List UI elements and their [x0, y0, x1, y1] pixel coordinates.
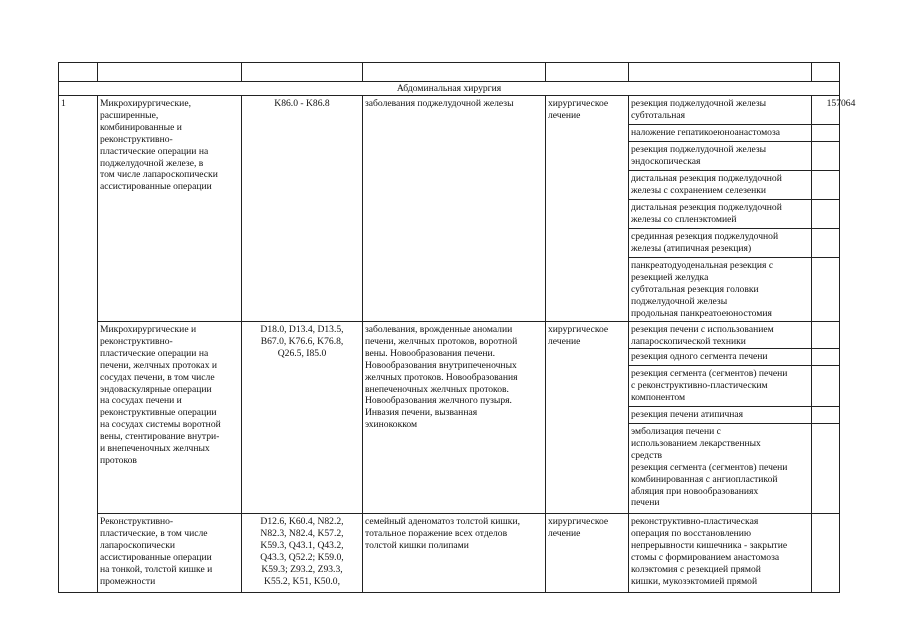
- disease-model: заболевания, врожденные аномалии печени, желчных протоков, воротной вены. Новообразования печени. Новообразования внутрипеченочных желчных протоков. Новообразования внепеченочных желчных протоков. Новообразования желчного пузыря. Инвазия печени, вызванная эхинококком: [365, 324, 518, 431]
- treatment-method: резекция одного сегмента печени: [631, 351, 768, 362]
- treatment-type: хирургическое лечение: [548, 324, 609, 347]
- method-separator: [628, 170, 840, 171]
- column-divider: [362, 62, 363, 81]
- treatment-type: хирургическое лечение: [548, 98, 609, 121]
- column-divider: [628, 95, 629, 592]
- column-divider: [811, 62, 812, 81]
- treatment-method: реконструктивно-пластическая операция по восстановлению непрерывности кишечника - закрытие стомы с формированием анастомоза колэктомия с резекцией прямой кишки, мукозэктомией прямой: [631, 516, 788, 587]
- treatment-method: резекция печени с использованием лапароскопической техники: [631, 324, 774, 347]
- treatment-method: панкреатодуоденальная резекция с резекцией желудка субтотальная резекция головки поджелудочной железы продольная панкреатоеюностомия: [631, 260, 774, 319]
- method-separator: [628, 423, 840, 424]
- treatment-method: наложение гепатикоеюноанастомоза: [631, 127, 780, 138]
- header-row-border: [58, 81, 840, 82]
- icd-codes: K86.0 - K86.8: [274, 98, 330, 109]
- intervention-name: Реконструктивно- пластические, в том числе лапароскопически ассистированные операции на тонкой, толстой кишке и промежности: [100, 516, 213, 587]
- column-divider: [628, 62, 629, 81]
- method-separator: [628, 406, 840, 407]
- intervention-name: Микрохирургические и реконструктивно- пластические операции на печени, желчных протоках и сосудах печени, в том числе эндоваскулярные операции на сосудах печени и реконструктивные операции на сосудах системы воротной вены, стентирование внутри- и внепеченочных желчных протоков: [100, 324, 221, 466]
- section-title: Абдоминальная хирургия: [396, 83, 502, 94]
- price-value: 157064: [826, 98, 856, 109]
- column-divider: [811, 95, 812, 592]
- treatment-method: дистальная резекция поджелудочной железы с сохранением селезенки: [631, 173, 782, 196]
- intervention-name: Микрохирургические, расширенные, комбинированные и реконструктивно- пластические операции на поджелудочной железе, в том числе лапароскопически ассистированные операции: [100, 98, 218, 193]
- method-separator: [628, 141, 840, 142]
- disease-model: заболевания поджелудочной железы: [365, 98, 514, 109]
- section-row-border: [58, 95, 840, 96]
- row-2-bottom-border: [97, 513, 840, 514]
- method-separator: [628, 228, 840, 229]
- row-1-bottom-border: [97, 321, 840, 322]
- table-right-border: [839, 62, 840, 592]
- treatment-method: срединная резекция поджелудочной железы (атипичная резекция): [631, 231, 779, 254]
- method-separator: [628, 199, 840, 200]
- method-separator: [628, 365, 840, 366]
- disease-model: семейный аденоматоз толстой кишки, тотальное поражение всех отделов толстой кишки полипами: [365, 516, 520, 551]
- treatment-method: резекция печени атипичная: [631, 409, 744, 420]
- column-divider: [97, 95, 98, 592]
- treatment-method: дистальная резекция поджелудочной железы со спленэктомией: [631, 202, 782, 225]
- table-top-border: [58, 62, 840, 63]
- method-separator: [628, 348, 840, 349]
- column-divider: [545, 95, 546, 592]
- treatment-method: эмболизация печени с использованием лекарственных средств резекция сегмента (сегментов) печени комбинированная с ангиопластикой абляция при новообразованиях печени: [631, 426, 788, 509]
- treatment-method: резекция поджелудочной железы субтотальная: [631, 98, 767, 121]
- table-left-border: [58, 62, 59, 592]
- treatment-method: резекция сегмента (сегментов) печени с реконструктивно-пластическим компонентом: [631, 368, 788, 403]
- method-separator: [628, 124, 840, 125]
- treatment-method: резекция поджелудочной железы эндоскопическая: [631, 144, 767, 167]
- column-divider: [97, 62, 98, 81]
- treatment-type: хирургическое лечение: [548, 516, 609, 539]
- table-bottom-border: [58, 592, 840, 593]
- row-number: 1: [61, 98, 66, 109]
- icd-codes: D12.6, K60.4, N82.2, N82.3, N82.4, K57.2, K59.3, Q43.1, Q43.2, Q43.3, Q52.2; K59.0, K59.3; Z93.2, Z93.3, K55.2, K51, K50.0,: [260, 516, 344, 587]
- icd-codes: D18.0, D13.4, D13.5, B67.0, K76.6, K76.8, Q26.5, I85.0: [260, 324, 344, 359]
- column-divider: [241, 62, 242, 81]
- column-divider: [362, 95, 363, 592]
- column-divider: [545, 62, 546, 81]
- method-separator: [628, 257, 840, 258]
